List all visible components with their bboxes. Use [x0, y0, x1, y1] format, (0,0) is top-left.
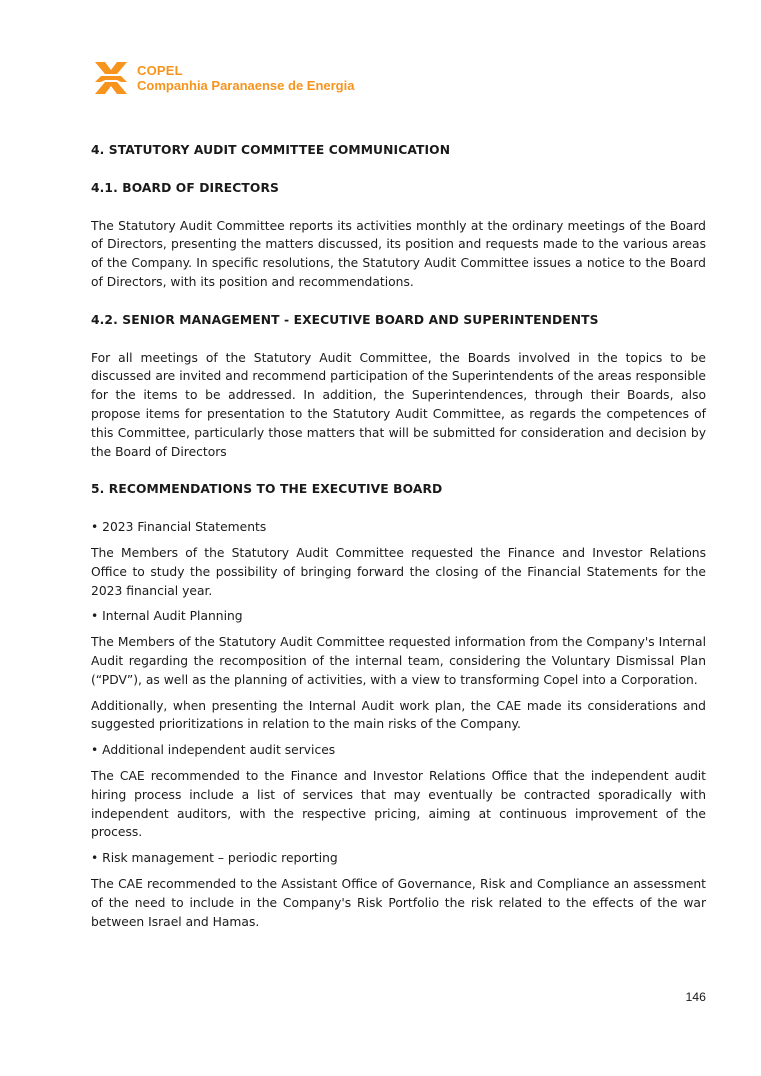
audit-services-paragraph: The CAE recommended to the Finance and Investor Relations Office that the independent audit hiring process include a list of services that may eventually be contracted sporadically with independent auditors, with the respective pricing, aiming at continuous improvement of the process. [91, 768, 706, 840]
financial-statements-paragraph: The Members of the Statutory Audit Committee requested the Finance and Investor Relations Office to study the possibility of bringing forward the closing of the Financial Statements for the 2023 financial year. [91, 545, 706, 598]
section-4-2-heading: 4.2. SENIOR MANAGEMENT - EXECUTIVE BOARD AND SUPERINTENDENTS [91, 312, 599, 327]
section-5-heading: 5. RECOMMENDATIONS TO THE EXECUTIVE BOARD [91, 482, 443, 497]
logo-line-company: Companhia Paranaense de Energia [137, 78, 355, 93]
bullet-financial-statements: • 2023 Financial Statements [91, 520, 267, 535]
section-4-2-paragraph: For all meetings of the Statutory Audit Committee, the Boards involved in the topics to be discussed are invited and recommend participation of the Superintendents of the areas responsible for the items to be addressed. In addition, the Superintendences, through their Boards, also propose items for presentation to the Statutory Audit Committee, as regards the competences of this Committee, particularly those matters that will be submitted for consideration and decision by the Board of Directors [91, 350, 706, 459]
section-4-1-heading: 4.1. BOARD OF DIRECTORS [91, 180, 279, 195]
risk-management-paragraph: The CAE recommended to the Assistant Office of Governance, Risk and Compliance an assessment of the need to include in the Company's Risk Portfolio the risk related to the effects of the war between Israel and Hamas. [91, 876, 706, 929]
bullet-additional-audit-services: • Additional independent audit services [91, 743, 336, 758]
section-4-heading: 4. STATUTORY AUDIT COMMITTEE COMMUNICATION [91, 143, 451, 157]
internal-audit-paragraph-2: Additionally, when presenting the Internal Audit work plan, the CAE made its considerations and suggested prioritizations in relation to the main risks of the Company. [91, 698, 706, 732]
logo-line-copel: COPEL [137, 63, 183, 78]
section-4-1-paragraph: The Statutory Audit Committee reports its activities monthly at the ordinary meetings of the Board of Directors, presenting the matters discussed, its position and requests made to the various areas of the Company. In specific resolutions, the Statutory Audit Committee issues a notice to the Board of Directors, with its position and recommendations. [91, 218, 706, 289]
page-number: 146 [685, 990, 706, 1004]
logo-text [137, 63, 354, 93]
internal-audit-paragraph-1: The Members of the Statutory Audit Committee requested information from the Company's Internal Audit regarding the recomposition of the internal team, considering the Voluntary Dismissal Plan (“PDV”), as well as the planning of activities, with a view to transforming Copel into a Corporation. [91, 635, 706, 687]
company-logo [93, 60, 354, 96]
copel-logo-icon [93, 60, 129, 96]
bullet-risk-management: • Risk management – periodic reporting [91, 851, 338, 866]
document-body [91, 141, 706, 931]
bullet-internal-audit-planning: • Internal Audit Planning [91, 609, 243, 624]
